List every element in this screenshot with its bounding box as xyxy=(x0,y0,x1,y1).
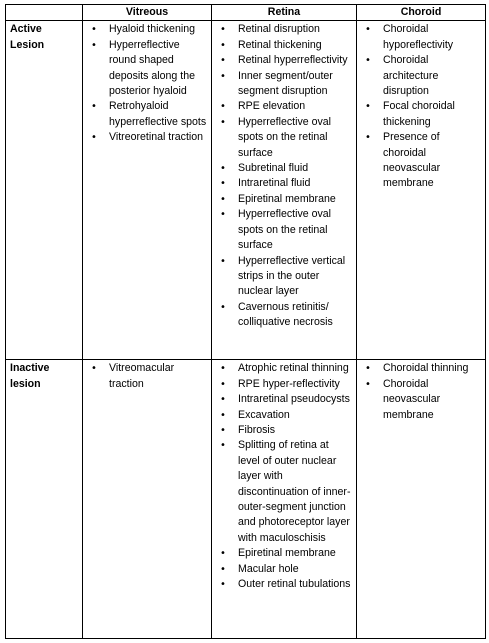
row-label-inactive: Inactive lesion xyxy=(6,360,83,639)
bullet-item: • Hyperreflective round shaped deposits along the posterior hyaloid xyxy=(87,38,207,100)
header-choroid: Choroid xyxy=(357,5,486,21)
bullet-item: • Retinal hyperreflectivity xyxy=(216,53,352,68)
header-retina: Retina xyxy=(212,5,357,21)
bullet-item: • Splitting of retina at level of outer nuclear layer with discontinuation of inner-outer-segment junction and photoreceptor layer with maculoschisis xyxy=(216,438,352,546)
cell-inactive-vitreous xyxy=(83,360,212,639)
bullet-list xyxy=(216,361,352,592)
cell-active-retina xyxy=(212,21,357,360)
bullet-item: • Vitreomacular traction xyxy=(87,361,207,392)
bullet-item: • Intraretinal fluid xyxy=(216,176,352,191)
bullet-item: • Epiretinal membrane xyxy=(216,192,352,207)
bullet-item: • Choroidal architecture disruption xyxy=(361,53,481,99)
cell-inactive-retina xyxy=(212,360,357,639)
bullet-item: • Hyaloid thickening xyxy=(87,22,207,37)
bullet-item: • Hyperreflective oval spots on the retinal surface xyxy=(216,207,352,253)
bullet-item: • Choroidal hyporeflectivity xyxy=(361,22,481,53)
bullet-item: • Choroidal neovascular membrane xyxy=(361,377,481,423)
bullet-item: • Inner segment/outer segment disruption xyxy=(216,69,352,100)
bullet-list xyxy=(87,361,207,392)
bullet-item: • Retinal thickening xyxy=(216,38,352,53)
bullet-item: • RPE elevation xyxy=(216,99,352,114)
bullet-item: • Subretinal fluid xyxy=(216,161,352,176)
bullet-list xyxy=(361,22,481,191)
cell-active-choroid xyxy=(357,21,486,360)
header-vitreous: Vitreous xyxy=(83,5,212,21)
header-row xyxy=(6,5,486,21)
bullet-item: • RPE hyper-reflectivity xyxy=(216,377,352,392)
bullet-list xyxy=(361,361,481,423)
bullet-item: • Presence of choroidal neovascular membrane xyxy=(361,130,481,192)
bullet-item: • Cavernous retinitis/ colliquative necrosis xyxy=(216,300,352,331)
bullet-item: • Choroidal thinning xyxy=(361,361,481,376)
header-corner xyxy=(6,5,83,21)
bullet-item: • Intraretinal pseudocysts xyxy=(216,392,352,407)
row-active-lesion xyxy=(6,21,486,360)
row-label-active: Active Lesion xyxy=(6,21,83,360)
cell-inactive-choroid xyxy=(357,360,486,639)
bullet-item: • Vitreoretinal traction xyxy=(87,130,207,145)
bullet-item: • Focal choroidal thickening xyxy=(361,99,481,130)
bullet-item: • Fibrosis xyxy=(216,423,352,438)
bullet-item: • Macular hole xyxy=(216,562,352,577)
bullet-item: • Excavation xyxy=(216,408,352,423)
bullet-item: • Hyperreflective vertical strips in the outer nuclear layer xyxy=(216,254,352,300)
bullet-list xyxy=(87,22,207,145)
oct-findings-table xyxy=(5,4,486,639)
bullet-item: • Retrohyaloid hyperreflective spots xyxy=(87,99,207,130)
bullet-item: • Outer retinal tubulations xyxy=(216,577,352,592)
row-inactive-lesion xyxy=(6,360,486,639)
bullet-item: • Retinal disruption xyxy=(216,22,352,37)
bullet-item: • Epiretinal membrane xyxy=(216,546,352,561)
cell-active-vitreous xyxy=(83,21,212,360)
bullet-item: • Hyperreflective oval spots on the retinal surface xyxy=(216,115,352,161)
bullet-list xyxy=(216,22,352,330)
bullet-item: • Atrophic retinal thinning xyxy=(216,361,352,376)
